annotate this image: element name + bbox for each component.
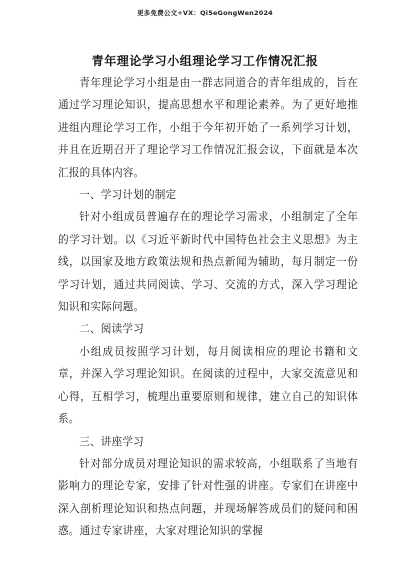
paragraph: 青年理论学习小组是由一群志同道合的青年组成的，旨在通过学习理论知识，提高思想水平和理论素养。为了更好地推进组内理论学习工作，小组于今年初开始了一系列学习计划，并且在近期召开了理论学习工作情况汇报会议，下面就是本次汇报的具体内容。 xyxy=(58,77,358,179)
document-body xyxy=(58,72,358,543)
section-heading: 二、阅读学习 xyxy=(79,323,144,336)
paragraph: 小组成员按照学习计划，每月阅读相应的理论书籍和文章，并深入学习理论知识。在阅读的过程中，大家交流意见和心得，互相学习，梳理出重要原则和规律，建立自己的知识体系。 xyxy=(58,345,358,426)
section-heading: 三、讲座学习 xyxy=(79,435,144,448)
header-watermark: 更多免费公文+VX：Qi5eGongWen2024 xyxy=(137,9,273,17)
paragraph: 针对小组成员普遍存在的理论学习需求，小组制定了全年的学习计划。以《习近平新时代中国特色社会主义思想》为主线，以国家及地方政策法规和热点新闻为辅助，每月制定一份学习计划，通过共同阅读、学习、交流的方式，深入学习理论知识和实际问题。 xyxy=(58,211,358,314)
section-heading: 一、学习计划的制定 xyxy=(79,189,177,202)
paragraph: 针对部分成员对理论知识的需求较高，小组联系了当地有影响力的理论专家，安排了针对性强的讲座。专家们在讲座中深入剖析理论知识和热点问题，并现场解答成员们的疑问和困惑。通过专家讲座，大家对理论知识的掌握 xyxy=(58,457,358,538)
document-title: 青年理论学习小组理论学习工作情况汇报 xyxy=(91,54,319,68)
